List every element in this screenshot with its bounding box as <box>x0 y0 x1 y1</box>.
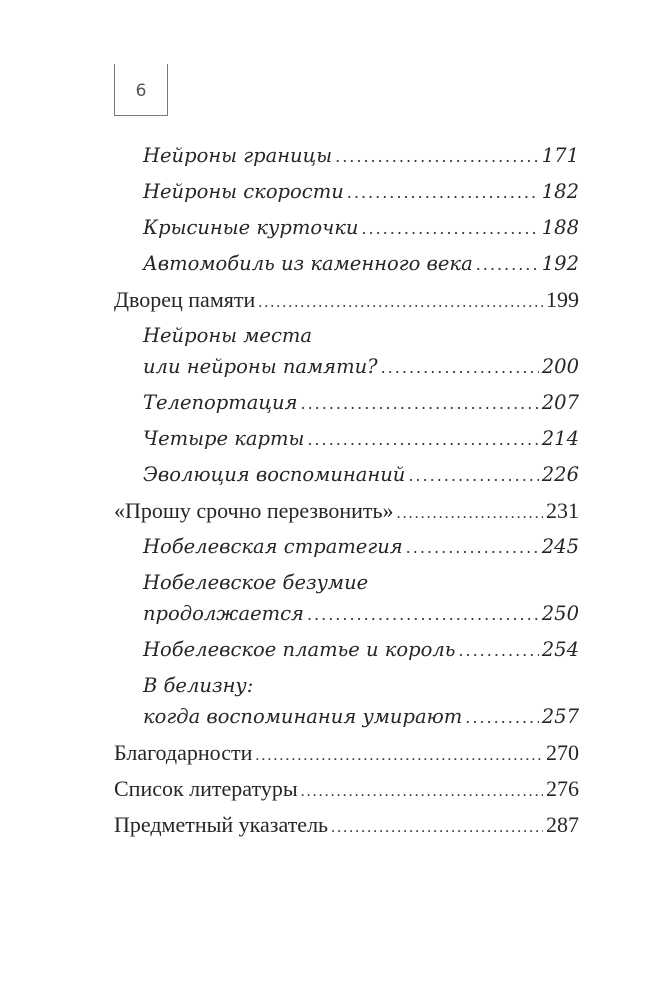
toc-entry[interactable] <box>114 565 579 632</box>
toc-entry-page: 270 <box>546 740 579 765</box>
toc-entry-title: Четыре карты <box>143 427 305 450</box>
dot-leader <box>300 386 538 422</box>
dot-leader <box>397 496 543 532</box>
toc-entry-title: Нобелевская стратегия <box>143 535 403 558</box>
toc-entry-page: 199 <box>546 287 579 312</box>
dot-leader <box>458 633 538 669</box>
toc-chapter-entry[interactable] <box>114 735 579 771</box>
toc-entry[interactable] <box>114 529 579 565</box>
toc-entry-page: 250 <box>541 602 579 625</box>
page-number-box <box>114 64 168 116</box>
toc-entry-title: «Прошу срочно перезвонить» <box>114 498 394 523</box>
dot-leader <box>307 422 538 458</box>
page-number: 6 <box>135 81 147 101</box>
dot-leader <box>406 530 539 566</box>
toc-entry-title-line1: Нобелевское безумие <box>143 571 369 594</box>
toc-entry-page: 192 <box>541 252 579 275</box>
toc-entry[interactable] <box>114 421 579 457</box>
toc-entry-title-line1: В белизну: <box>143 674 254 697</box>
toc-entry-title: Автомобиль из каменного века <box>143 252 473 275</box>
toc-entry[interactable] <box>114 246 579 282</box>
dot-leader <box>361 211 538 247</box>
dot-leader <box>255 738 543 774</box>
dot-leader <box>381 350 539 386</box>
toc-entry-title-line2: продолжается <box>143 602 304 625</box>
dot-leader <box>408 458 538 494</box>
toc-entry-page: 231 <box>546 498 579 523</box>
toc-entry[interactable] <box>114 210 579 246</box>
toc-chapter-entry[interactable] <box>114 282 579 318</box>
toc-entry-title-line2: или нейроны памяти? <box>143 355 378 378</box>
toc-entry-title-line2: когда воспоминания умирают <box>143 705 463 728</box>
toc-entry[interactable] <box>114 632 579 668</box>
toc-entry[interactable] <box>114 668 579 735</box>
toc-entry-title: Дворец памяти <box>114 287 256 312</box>
dot-leader <box>307 597 539 633</box>
toc-entry-page: 257 <box>541 705 579 728</box>
toc-entry-page: 226 <box>541 463 579 486</box>
dot-leader <box>331 810 543 846</box>
toc-entry-page: 207 <box>541 391 579 414</box>
toc-entry-title: Телепортация <box>143 391 298 414</box>
toc-entry-page: 188 <box>541 216 579 239</box>
toc-entry-title: Предметный указатель <box>114 812 329 837</box>
toc-entry-page: 254 <box>541 638 579 661</box>
dot-leader <box>465 700 539 736</box>
toc-entry[interactable] <box>114 174 579 210</box>
toc-entry-title: Эволюция воспоминаний <box>143 463 406 486</box>
toc-entry-title: Благодарности <box>114 740 253 765</box>
toc-entry-title: Нейроны скорости <box>143 180 344 203</box>
toc-entry-page: 245 <box>541 535 579 558</box>
toc-chapter-entry[interactable] <box>114 807 579 843</box>
toc-entry[interactable] <box>114 138 579 174</box>
dot-leader <box>301 774 543 810</box>
toc-entry-page: 182 <box>541 180 579 203</box>
toc-chapter-entry[interactable] <box>114 771 579 807</box>
toc-chapter-entry[interactable] <box>114 493 579 529</box>
dot-leader <box>258 285 543 321</box>
toc-entry-page: 276 <box>546 776 579 801</box>
toc-entry-page: 171 <box>541 144 579 167</box>
table-of-contents <box>114 138 579 843</box>
toc-entry-title: Список литературы <box>114 776 298 801</box>
dot-leader <box>476 247 539 283</box>
toc-entry-title: Нобелевское платье и король <box>143 638 456 661</box>
dot-leader <box>347 175 539 211</box>
toc-entry-page: 200 <box>541 355 579 378</box>
toc-entry-page: 214 <box>541 427 579 450</box>
dot-leader <box>335 139 539 175</box>
toc-entry-title: Крысиные курточки <box>143 216 359 239</box>
toc-entry-title-line1: Нейроны места <box>143 324 312 347</box>
toc-entry-page: 287 <box>546 812 579 837</box>
toc-entry-title: Нейроны границы <box>143 144 333 167</box>
toc-entry[interactable] <box>114 385 579 421</box>
toc-entry[interactable] <box>114 318 579 385</box>
toc-entry[interactable] <box>114 457 579 493</box>
